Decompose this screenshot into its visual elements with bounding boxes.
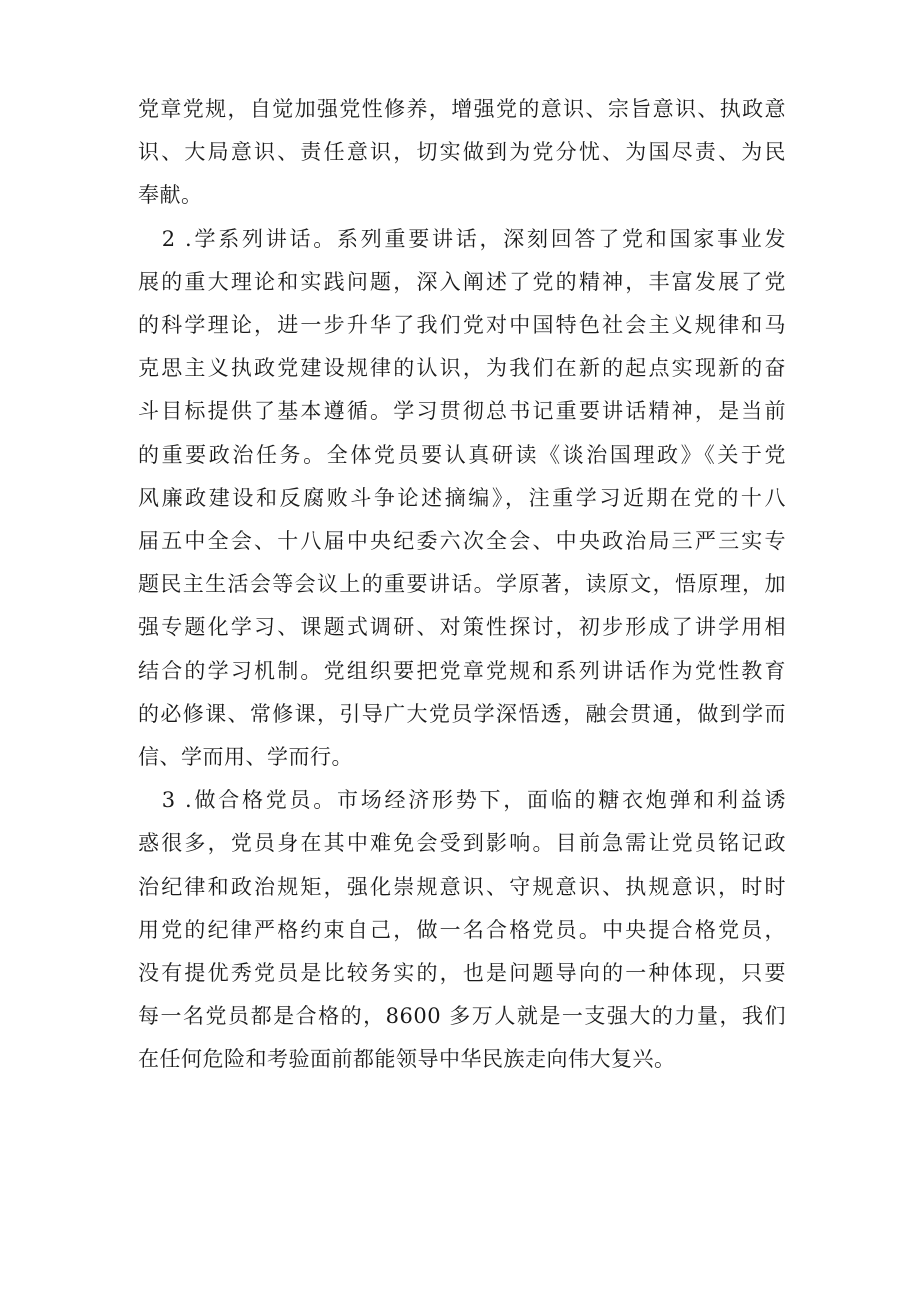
text-line: 结合的学习机制。党组织要把党章党规和系列讲话作为党性教育 [138,658,786,683]
text-line: 展的重大理论和实践问题，深入阐述了党的精神，丰富发展了党 [138,269,786,294]
text-line: 风廉政建设和反腐败斗争论述摘编》，注重学习近期在党的十八 [138,485,786,510]
text-line: 每一名党员都是合格的，8600 多万人就是一支强大的力量，我们 [138,1004,786,1029]
text-line: 届五中全会、十八届中央纪委六次全会、中央政治局三严三实专 [138,529,786,554]
text-line: 强专题化学习、课题式调研、对策性探讨，初步形成了讲学用相 [138,615,786,640]
document-body [138,88,786,1082]
text-line: 用党的纪律严格约束自己，做一名合格党员。中央提合格党员， [138,917,786,942]
text-line: 克思主义执政党建设规律的认识，为我们在新的起点实现新的奋 [138,356,786,381]
text-line: 2 .学系列讲话。系列重要讲话，深刻回答了党和国家事业发 [138,226,786,251]
text-line: 信、学而用、学而行。 [138,745,353,770]
text-line: 治纪律和政治规矩，强化崇规意识、守规意识、执规意识，时时 [138,874,786,899]
text-line: 惑很多，党员身在其中难免会受到影响。目前急需让党员铭记政 [138,831,786,856]
text-line: 党章党规，自觉加强党性修养，增强党的意识、宗旨意识、执政意 [138,97,786,121]
text-line: 在任何危险和考验面前都能领导中华民族走向伟大复兴。 [138,1047,676,1072]
text-line: 题民主生活会等会议上的重要讲话。学原著，读原文，悟原理，加 [138,572,786,597]
paragraph-1 [138,88,786,218]
paragraph-2 [138,218,786,780]
text-line: 3 .做合格党员。市场经济形势下，面临的糖衣炮弹和利益诱 [138,788,786,813]
text-line: 没有提优秀党员是比较务实的，也是问题导向的一种体现，只要 [138,961,786,986]
text-line: 奉献。 [138,183,203,208]
text-line: 识、大局意识、责任意识，切实做到为党分忧、为国尽责、为民 [138,140,786,165]
text-line: 的重要政治任务。全体党员要认真研读《谈治国理政》《关于党 [138,442,786,467]
text-line: 斗目标提供了基本遵循。学习贯彻总书记重要讲话精神，是当前 [138,399,786,424]
text-line: 的必修课、常修课，引导广大党员学深悟透，融会贯通，做到学而 [138,701,786,726]
text-line: 的科学理论，进一步升华了我们党对中国特色社会主义规律和马 [138,313,786,338]
paragraph-3 [138,779,786,1081]
